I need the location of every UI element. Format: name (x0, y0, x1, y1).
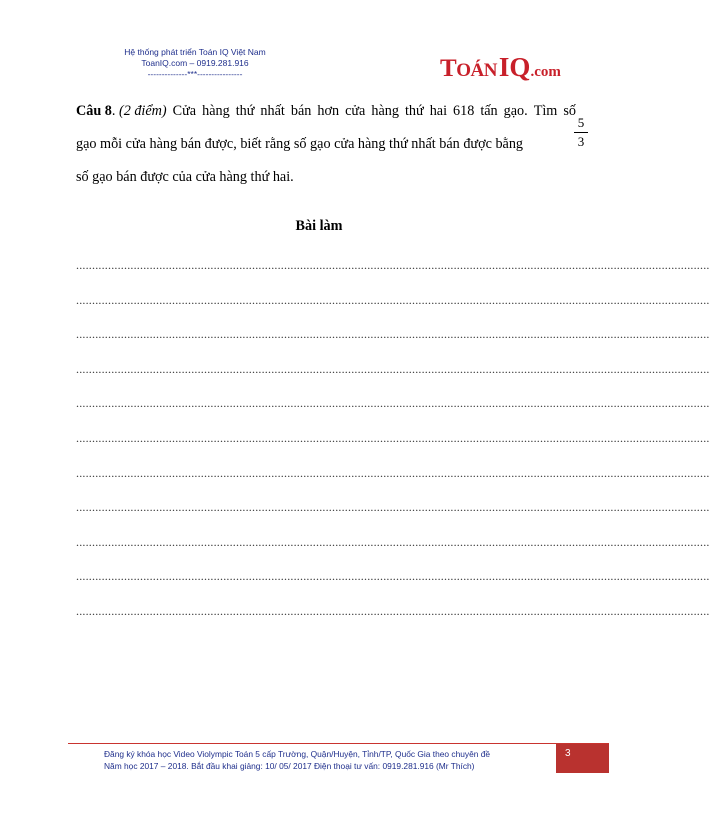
question-word: bán (290, 103, 312, 119)
answer-dotted-line: ...................................................................................................................................................................................................... (76, 258, 710, 272)
header-info (100, 47, 290, 80)
footer-rule (68, 743, 609, 744)
question-line-1 (76, 95, 576, 128)
question-word: Tìm (533, 103, 558, 119)
footer-text (104, 749, 554, 772)
fraction-five-thirds (574, 114, 588, 151)
answer-dotted-line: ...................................................................................................................................................................................................... (76, 465, 710, 480)
question-points: (2 điểm) (118, 103, 167, 119)
footer-line-2: Năm học 2017 – 2018. Bắt đầu khai giảng: 10/ 05/ 2017 Điện thoại tư vấn: 0919.281.916 (Mr Thích) (104, 760, 475, 771)
answer-dotted-line: ...................................................................................................................................................................................................... (76, 604, 710, 618)
question-word: nhất (260, 103, 285, 119)
question-word: Cửa (172, 103, 197, 119)
answer-dotted-line: ...................................................................................................................................................................................................... (76, 292, 710, 307)
question-word: hai (429, 103, 448, 119)
answer-dotted-line: ...................................................................................................................................................................................................... (76, 500, 710, 515)
answer-dotted-line: ...................................................................................................................................................................................................... (76, 534, 710, 549)
question-word: thứ (235, 103, 255, 119)
question-word: thứ (404, 103, 424, 119)
question-label: Câu 8. (2 điểm) (76, 103, 167, 119)
question-line-2 (76, 115, 585, 161)
question-line-2-text: gạo mỗi cửa hàng bán được, biết rằng số gạo cửa hàng thứ nhất bán được bằng (76, 136, 524, 152)
question-line-3: số gạo bán được của cửa hàng thứ hai. (76, 169, 294, 185)
answer-dotted-line: ...................................................................................................................................................................................................... (76, 327, 710, 342)
answer-heading: Bài làm (295, 218, 343, 234)
toaniq-logo (440, 52, 561, 83)
answer-dotted-line: ...................................................................................................................................................................................................... (76, 396, 710, 411)
question-word: hàng (371, 103, 399, 119)
question-word: gạo. (503, 103, 528, 119)
question-word: cửa (345, 103, 366, 119)
logo-toan: TOÁN (440, 55, 497, 82)
answer-dotted-line: ...................................................................................................................................................................................................... (76, 361, 710, 376)
logo-dotcom: .com (530, 64, 561, 80)
fraction-denominator: 3 (577, 134, 585, 149)
question-word: hơn (317, 103, 340, 119)
fraction-numerator: 5 (574, 114, 588, 133)
page-number: 3 (556, 744, 609, 773)
footer-line-1: Đăng ký khóa học Video Violympic Toán 5 cấp Trường, Quận/Huyện, Tỉnh/TP, Quốc Gia theo chuyên đề (104, 749, 491, 759)
question-word: hàng (202, 103, 230, 119)
header-org-name: Hệ thống phát triển Toán IQ Việt Nam (124, 47, 266, 57)
header-divider: --------------***---------------- (147, 69, 243, 79)
question-word: tấn (480, 103, 498, 119)
answer-dotted-line: ...................................................................................................................................................................................................... (76, 431, 710, 445)
question-word: 618 (453, 103, 475, 119)
answer-dotted-line: ...................................................................................................................................................................................................... (76, 569, 710, 584)
question-word: số (563, 103, 576, 119)
question-block (76, 95, 585, 194)
header-contact: ToanIQ.com – 0919.281.916 (141, 58, 249, 68)
logo-iq: IQ (498, 52, 531, 82)
